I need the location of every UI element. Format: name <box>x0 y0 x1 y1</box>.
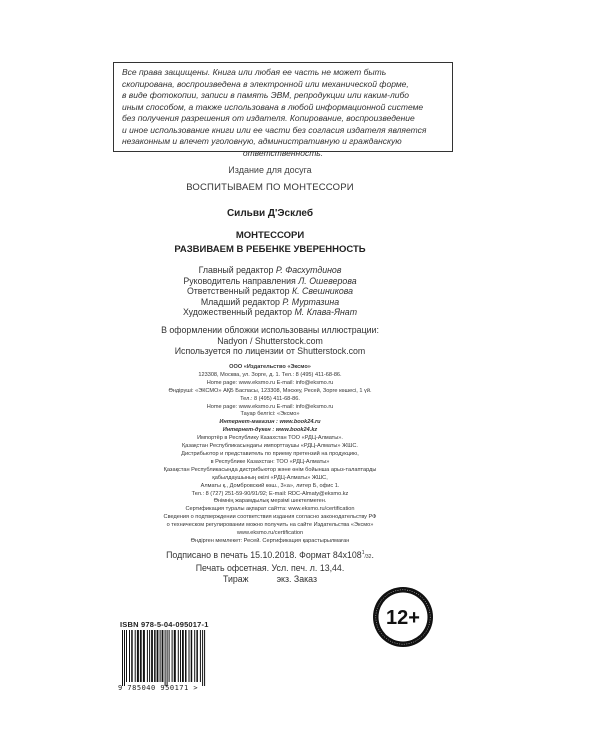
print-format-line <box>60 548 480 563</box>
author-name: Сильви Д'Эсклеб <box>226 208 314 219</box>
editor-name: Л. Ошеверова <box>298 275 357 286</box>
edition-type: Издание для досуга <box>228 165 312 175</box>
barcode-bar <box>167 630 168 686</box>
barcode-bar <box>131 630 133 682</box>
barcode-bar <box>165 630 166 686</box>
age-rating-seal <box>372 586 434 648</box>
barcode-bar <box>151 630 153 682</box>
barcode-bar <box>172 630 173 682</box>
illustration-credits <box>60 325 480 357</box>
copyright-line: иным способом, а также использована в любой информационной системе <box>122 101 424 112</box>
publisher-line: Қазақстан Республикасындағы импорттаушы «РДЦ-Алматы» ЖШС. <box>182 443 358 450</box>
format-suffix: . <box>371 549 374 560</box>
barcode-bar <box>149 630 150 682</box>
age-rating-badge <box>372 586 434 648</box>
barcode-bar <box>140 630 142 682</box>
copyright-line: ответственность. <box>242 147 324 158</box>
print-info <box>60 548 480 585</box>
barcode-bar <box>185 630 187 682</box>
barcode-bar <box>122 630 123 686</box>
publisher-line: ООО «Издательство «Эксмо» <box>229 364 311 370</box>
publisher-line: Өндіруші: «ЭКСМО» АҚБ Баспасы, 123308, Мәскеу, Ресей, Зорге көшесі, 1 үй. <box>168 387 372 394</box>
editor-role: Младший редактор <box>200 296 280 307</box>
age-rating-text: 12+ <box>386 607 420 629</box>
publisher-line: Тел.: 8 (495) 411-68-86. <box>240 395 300 402</box>
book-title: МОНТЕССОРИ <box>235 230 305 241</box>
book-subtitle: РАЗВИВАЕМ В РЕБЕНКЕ УВЕРЕННОСТЬ <box>174 244 366 255</box>
publisher-line: о техническом регулировании можно получить на сайте Издательства «Эксмо» <box>166 522 374 529</box>
barcode-bar <box>124 630 125 686</box>
publisher-line: Импортёр в Республику Казахстан ТОО «РДЦ-Алматы». <box>197 435 343 442</box>
publisher-line: Алматы қ., Домбровский көш., 3«а», литер Б, офис 1. <box>200 482 340 489</box>
print-run-line <box>60 574 480 585</box>
series-name: ВОСПИТЫВАЕМ ПО МОНТЕССОРИ <box>186 182 354 193</box>
publisher-line: 123308, Москва, ул. Зорге, д. 1. Тел.: 8 (495) 411-68-86. <box>198 371 342 378</box>
copyright-line: без получения разрешения от издателя. Копирование, воспроизведение <box>122 113 415 123</box>
credit-line: Используется по лицензии от Shutterstock.com <box>174 346 366 356</box>
barcode-bar <box>204 630 205 686</box>
editor-name: Р. Муртазина <box>282 296 340 307</box>
editor-name: Р. Фасхутдинов <box>275 265 342 275</box>
barcode-bar <box>154 630 156 682</box>
credit-line: Nadyon / Shutterstock.com <box>217 335 323 346</box>
copyright-line: скопирована, воспроизведена в электронной или механической форме, <box>122 78 409 89</box>
barcode <box>118 630 238 686</box>
publisher-line: Home page: www.eksmo.ru E-mail: info@eksmo.ru <box>206 403 334 410</box>
barcode-bar <box>143 630 145 682</box>
print-type-line: Печать офсетная. Усл. печ. л. 13,44. <box>195 562 345 573</box>
publisher-line: Интернет-магазин : www.book24.ru <box>219 419 321 426</box>
publisher-line: в Республике Казахстан: ТОО «РДЦ-Алматы» <box>210 458 330 465</box>
editor-role: Художественный редактор <box>182 307 293 317</box>
publisher-line: Интернет-дүкен : www.book24.kz <box>222 427 318 434</box>
editor-role: Руководитель направления <box>183 275 296 286</box>
barcode-bar <box>147 630 148 682</box>
barcode-bar <box>126 630 127 682</box>
copyright-line: в виде фотокопии, записи в память ЭВМ, репродукции или каким-либо <box>122 90 409 100</box>
format-sub: /32 <box>364 553 372 560</box>
copyright-line: и иное использование книги или ее части без согласия издателя является <box>122 124 427 135</box>
editor-name: М. Клава-Янат <box>294 307 358 317</box>
publisher-line: Тел.: 8 (727) 251-59-90/91/92; E-mail: RDC-Almaty@eksmo.kz <box>191 490 349 497</box>
editor-role: Главный редактор <box>198 265 274 275</box>
editor-line <box>60 286 480 297</box>
editor-line <box>60 307 480 318</box>
editor-name: К. Свешникова <box>291 286 354 296</box>
print-run-label: Тираж <box>222 573 249 584</box>
copyright-line: незаконным и влечет уголовную, административную и гражданскую <box>122 136 402 146</box>
barcode-bar <box>160 630 161 682</box>
publisher-line: www.eksmo.ru/certification <box>236 530 304 537</box>
format-sup: 1 <box>361 550 365 556</box>
publisher-info <box>60 364 480 546</box>
barcode-bar <box>194 630 195 682</box>
publisher-line: Сертификация туралы ақпарат сайтта: www.eksmo.ru/certification <box>185 506 355 513</box>
barcode-bar <box>178 630 179 682</box>
barcode-bar <box>202 630 203 686</box>
publisher-line: Сведения о подтверждении соответствия издания согласно законодательству РФ <box>163 514 377 521</box>
barcode-bar <box>157 630 159 682</box>
copyright-notice <box>113 62 453 158</box>
credit-line: В оформлении обложки использованы иллюстрации: <box>161 325 379 335</box>
barcode-bar <box>189 630 190 682</box>
barcode-digits: 9 785040 950171 > <box>118 684 199 692</box>
editor-line <box>60 276 480 287</box>
publisher-line: қабылдаушының өкілі «РДЦ-Алматы» ЖШС, <box>212 474 328 481</box>
editor-line <box>60 265 480 276</box>
editor-role: Ответственный редактор <box>186 286 290 296</box>
publisher-line: Өндірген мемлекет: Ресей. Сертификация қарастырылмаған <box>190 537 350 544</box>
publisher-line: Өнімнің жарамдылық мерзімі шектелмеген. <box>213 498 327 505</box>
barcode-bar <box>137 630 139 682</box>
publisher-line: Тауар белгісі: «Эксмо» <box>240 411 300 418</box>
barcode-bar <box>162 630 164 682</box>
isbn-number: ISBN 978-5-04-095017-1 <box>120 620 209 629</box>
barcode-bar <box>174 630 176 682</box>
print-date-format: Подписано в печать 15.10.2018. Формат 84x108 <box>166 549 362 560</box>
publisher-line: Home page: www.eksmo.ru E-mail: info@eksmo.ru <box>206 379 334 386</box>
barcode-bar <box>169 630 170 682</box>
publisher-line: Дистрибьютор и представитель по приему претензий на продукцию, <box>181 450 359 457</box>
order-label: экз. Заказ <box>276 573 317 584</box>
copyright-line: Все права защищены. Книга или любая ее часть не может быть <box>122 67 387 77</box>
barcode-bar <box>180 630 181 682</box>
barcode-graphic <box>118 630 238 686</box>
editors-list <box>60 265 480 318</box>
barcode-bar <box>191 630 193 682</box>
publisher-line: Қазақстан Республикасында дистрибьютор және өнім бойынша арыз-талаптарды <box>163 466 377 473</box>
barcode-bar <box>196 630 198 682</box>
barcode-bar <box>135 630 136 682</box>
barcode-bar <box>200 630 201 682</box>
barcode-bar <box>129 630 130 682</box>
editor-line <box>60 297 480 308</box>
barcode-bar <box>182 630 184 682</box>
